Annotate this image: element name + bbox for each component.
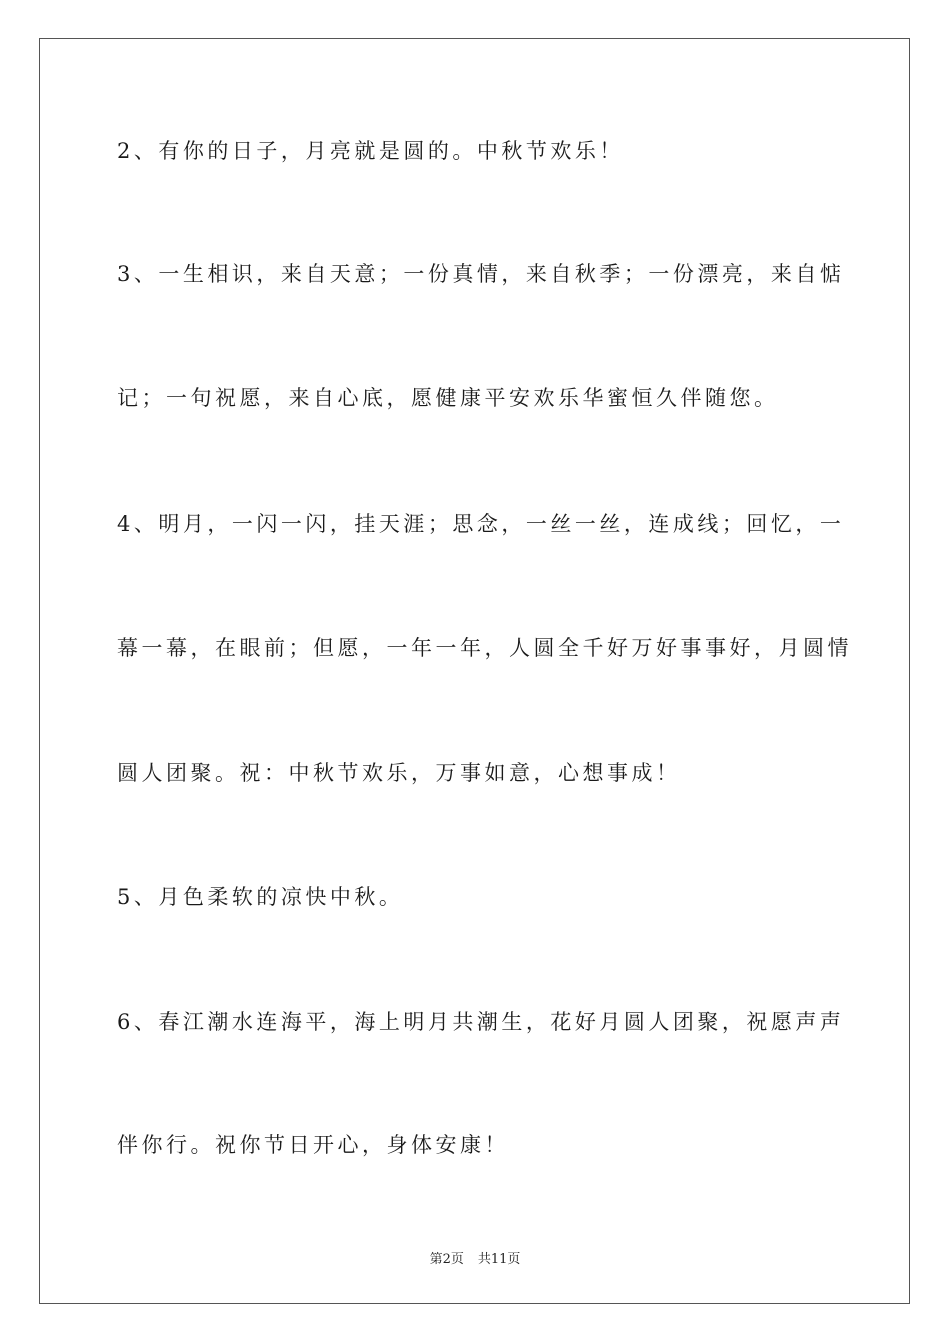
text-line-2: 3、一生相识，来自天意；一份真情，来自秋季；一份漂亮，来自惦 (117, 262, 845, 286)
page-footer (0, 1248, 950, 1267)
page-number: 第2页 (429, 1252, 464, 1267)
text-line-1: 2、有你的日子，月亮就是圆的。中秋节欢乐！ (117, 139, 624, 163)
page-frame (39, 38, 910, 1304)
text-line-7: 5、月色柔软的凉快中秋。 (117, 885, 404, 909)
text-line-3: 记；一句祝愿，来自心底，愿健康平安欢乐华蜜恒久伴随您。 (117, 386, 779, 410)
text-line-4: 4、明月，一闪一闪，挂天涯；思念，一丝一丝，连成线；回忆，一 (117, 512, 845, 536)
text-line-5: 幕一幕，在眼前；但愿，一年一年，人圆全千好万好事事好，月圆情 (117, 636, 852, 660)
text-line-6: 圆人团聚。祝：中秋节欢乐，万事如意，心想事成！ (117, 761, 681, 785)
text-line-9: 伴你行。祝你节日开心，身体安康！ (117, 1133, 509, 1157)
text-line-8: 6、春江潮水连海平，海上明月共潮生，花好月圆人团聚，祝愿声声 (117, 1010, 845, 1034)
page-total: 共11页 (477, 1252, 521, 1267)
